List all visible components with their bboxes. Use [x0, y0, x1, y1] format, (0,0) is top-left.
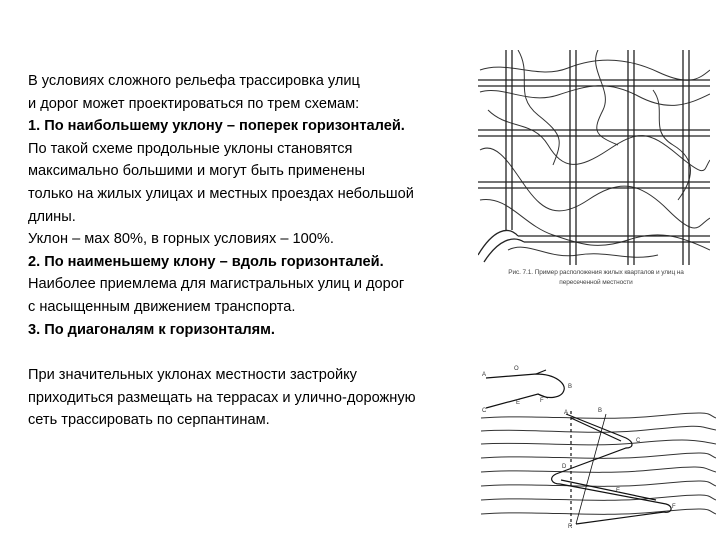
contour-line — [481, 467, 716, 472]
scheme-2-heading: 2. По наименьшему клону – вдоль горизонталей. — [28, 253, 384, 270]
text-line: максимально большими и могут быть применены — [28, 163, 365, 180]
street-edge — [484, 239, 524, 262]
text-line: только на жилых улицах и местных проездах небольшой — [28, 185, 414, 202]
text-line: По такой схеме продольные уклоны становятся — [28, 140, 353, 157]
contour-line — [481, 453, 716, 458]
contour-line — [508, 247, 658, 257]
contour-line — [480, 86, 710, 106]
text-line: сеть трассировать по серпантинам. — [28, 412, 270, 429]
scheme-3-heading: 3. По диагоналям к горизонталям. — [28, 321, 275, 338]
point-label: E — [616, 488, 621, 494]
contour-line — [481, 495, 716, 500]
point-label: E — [516, 400, 521, 406]
contour-line — [518, 50, 559, 165]
point-label: R — [568, 524, 573, 530]
scheme-1-heading: 1. По наибольшему уклону – поперек горизонталей. — [28, 118, 405, 135]
text-line: Уклон – мах 80%, в горных условиях – 100%. — [28, 231, 334, 248]
text-line: приходиться размещать на террасах и улично-дорожную — [28, 389, 416, 406]
point-label: B — [598, 408, 603, 414]
point-label: F — [540, 398, 544, 404]
serpentine-road — [486, 374, 564, 408]
main-text — [28, 70, 468, 432]
text-line: В условиях сложного рельефа трассировка улиц — [28, 73, 360, 89]
serpentine-road — [552, 414, 671, 524]
caption-line: пересеченной местности — [559, 279, 633, 286]
contour-line — [653, 90, 691, 200]
guide-line — [576, 414, 606, 524]
text-line: и дорог может проектироваться по трем схемам: — [28, 95, 360, 112]
street-edge — [478, 230, 518, 255]
contour-line — [480, 60, 710, 80]
point-label: D — [562, 464, 567, 470]
contour-line — [596, 50, 618, 145]
figure-caption — [478, 268, 714, 288]
serpentine-figure — [476, 356, 716, 531]
point-label: O — [514, 366, 519, 372]
text-line: Наиболее приемлема для магистральных улиц и дорог — [28, 276, 405, 293]
contour-line — [481, 509, 716, 514]
text-line: При значительных уклонах местности застройку — [28, 367, 357, 384]
text-line: длины. — [28, 208, 76, 225]
point-label: B — [568, 384, 573, 390]
point-label: C — [636, 438, 641, 444]
text-line: с насыщенным движением транспорта. — [28, 298, 296, 315]
point-label: A — [564, 410, 569, 416]
point-label: F — [672, 504, 676, 510]
street-grid-figure — [478, 50, 710, 265]
caption-line: Рис. 7.1. Пример расположения жилых кварталов и улиц на — [508, 269, 684, 276]
contour-line — [481, 481, 716, 486]
point-label: C — [482, 408, 487, 414]
point-label: A — [482, 372, 487, 378]
